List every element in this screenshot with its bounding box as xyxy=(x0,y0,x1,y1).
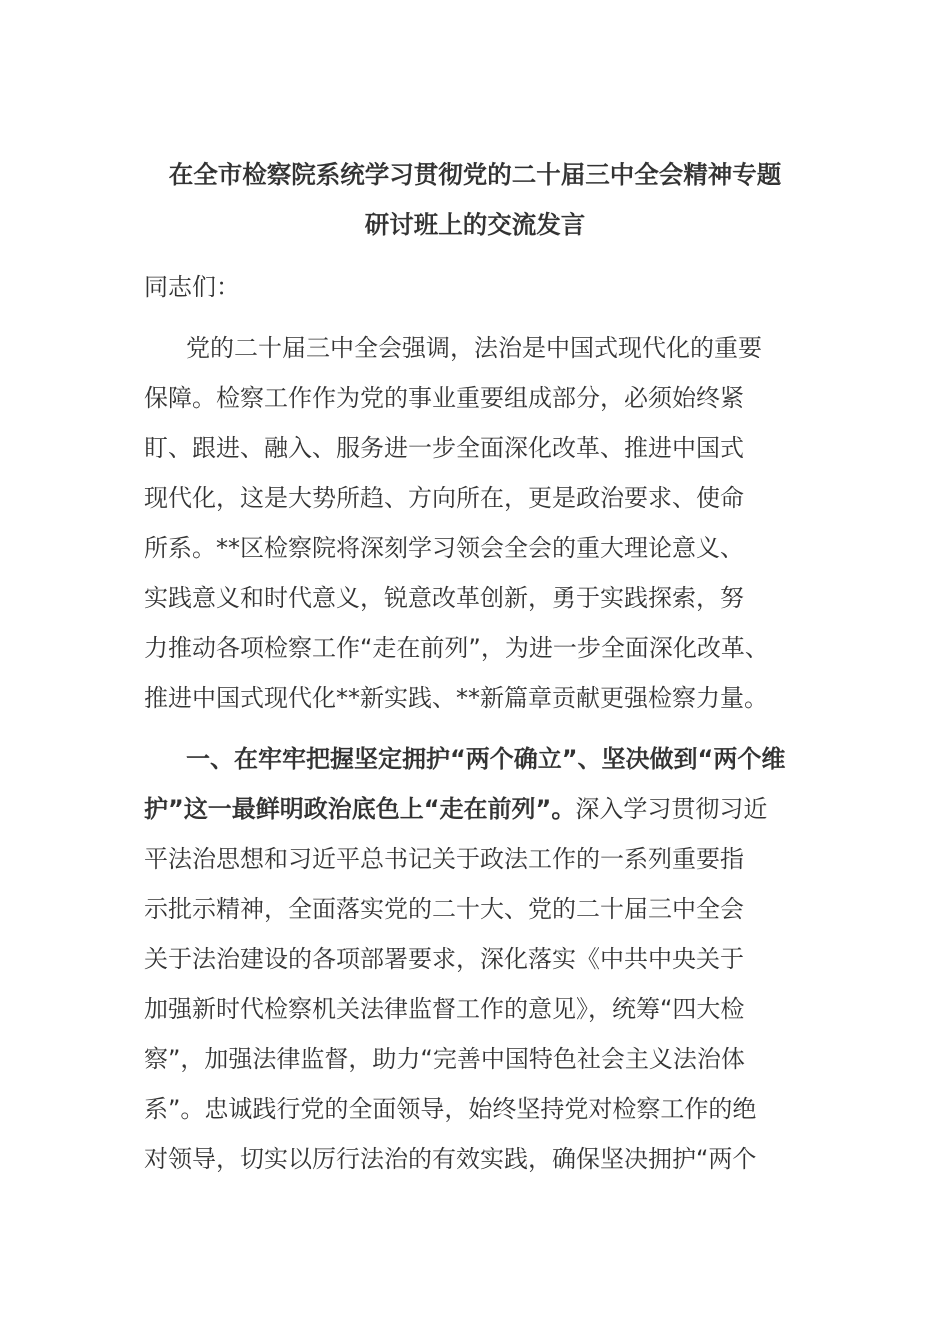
paragraph-line: 现代化，这是大势所趋、方向所在，更是政治要求、使命 xyxy=(144,484,744,512)
paragraph-line: 系”。忠诚践行党的全面领导，始终坚持党对检察工作的绝 xyxy=(144,1095,757,1123)
paragraph-line: 实践意义和时代意义，锐意改革创新，勇于实践探索，努 xyxy=(144,584,744,612)
section-1-paragraph xyxy=(144,734,806,1184)
paragraph-line: 保障。检察工作作为党的事业重要组成部分，必须始终紧 xyxy=(144,384,744,412)
document-body xyxy=(144,150,806,1184)
section-heading: 一、在牢牢把握坚定拥护“两个确立”、坚决做到“两个维 xyxy=(186,745,786,773)
title-line: 研讨班上的交流发言 xyxy=(364,210,586,239)
paragraph-line xyxy=(144,784,806,834)
salutation: 同志们： xyxy=(144,273,240,301)
paragraph-line: 关于法治建设的各项部署要求，深化落实《中共中央关于 xyxy=(144,945,744,973)
paragraph-line: 加强新时代检察机关法律监督工作的意见》，统筹“四大检 xyxy=(144,995,745,1023)
paragraph-line: 所系。**区检察院将深刻学习领会全会的重大理论意义、 xyxy=(144,534,744,562)
paragraph-line: 党的二十届三中全会强调，法治是中国式现代化的重要 xyxy=(186,334,762,362)
paragraph-line: 平法治思想和习近平总书记关于政法工作的一系列重要指 xyxy=(144,845,744,873)
paragraph-line: 察”，加强法律监督，助力“完善中国特色社会主义法治体 xyxy=(144,1045,745,1073)
intro-paragraph xyxy=(144,323,806,723)
paragraph-line: 力推动各项检察工作“走在前列”，为进一步全面深化改革、 xyxy=(144,634,769,662)
section-text-start: 深入学习贯彻习近 xyxy=(575,795,768,823)
paragraph-line: 对领导，切实以厉行法治的有效实践，确保坚决拥护“两个 xyxy=(144,1145,757,1173)
title-line: 在全市检察院系统学习贯彻党的二十届三中全会精神专题 xyxy=(168,160,782,189)
document-title xyxy=(144,150,806,250)
section-heading-tail: 护”这一最鲜明政治底色上“走在前列”。 xyxy=(144,795,576,823)
paragraph-line: 盯、跟进、融入、服务进一步全面深化改革、推进中国式 xyxy=(144,434,744,462)
paragraph-line: 推进中国式现代化**新实践、**新篇章贡献更强检察力量。 xyxy=(144,684,768,712)
paragraph-line: 示批示精神，全面落实党的二十大、党的二十届三中全会 xyxy=(144,895,744,923)
